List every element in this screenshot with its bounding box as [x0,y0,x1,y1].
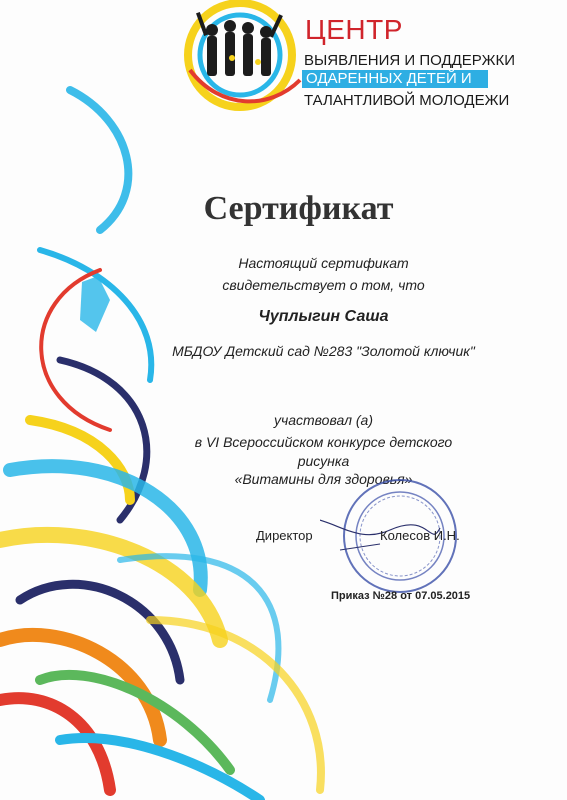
organization-name: МБДОУ Детский сад №283 "Золотой ключик" [172,343,475,359]
logo-title: ЦЕНТР [305,14,403,45]
intro-line-2: свидетельствует о том, что [222,277,425,293]
contest-line-1: в VI Всероссийском конкурсе детского [194,434,453,450]
director-name: Колесов И.Н. [380,528,460,543]
contest-line-3: «Витамины для здоровья» [234,471,413,487]
director-label: Директор [256,528,313,543]
intro-line-1: Настоящий сертификат [238,255,409,271]
logo-subtitle-line2: ОДАРЕННЫХ ДЕТЕЙ И [306,70,472,87]
participation-text: участвовал (а) [273,412,373,428]
logo-subtitle-line1: ВЫЯВЛЕНИЯ И ПОДДЕРЖКИ [304,52,516,69]
contest-line-2: рисунка [297,453,350,469]
order-reference: Приказ №28 от 07.05.2015 [331,590,471,602]
recipient-name: Чуплыгин Саша [258,308,389,325]
logo-subtitle-band [302,70,488,88]
certificate-title: Сертификат [203,190,394,227]
logo-subtitle-line3: ТАЛАНТЛИВОЙ МОЛОДЕЖИ [304,92,510,109]
